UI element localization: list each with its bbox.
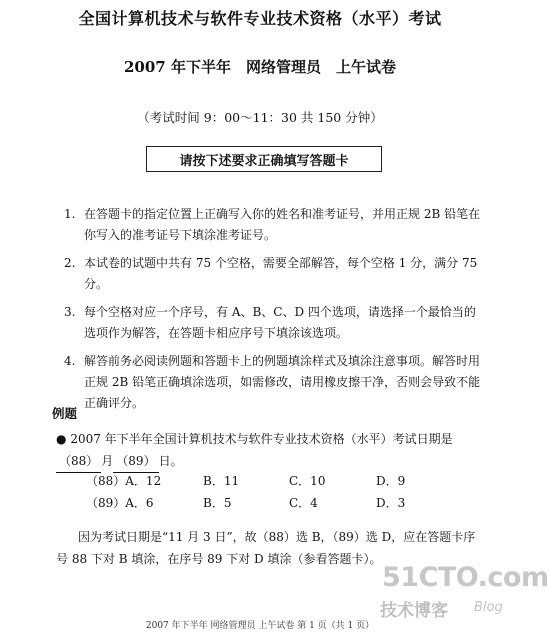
day-label: 日。 (158, 454, 183, 468)
month-label: 月 (101, 454, 114, 468)
blank-89: （89） (113, 450, 158, 473)
example-question (56, 428, 486, 473)
page-footer: 2007 年下半年 网络管理员 上午试卷 第 1 页（共 1 页） (145, 621, 375, 631)
instruction-number: 4. (64, 354, 76, 368)
watermark-site: 51CTO.com (382, 562, 549, 593)
example-question-text: 2007 年下半年全国计算机技术与软件专业技术资格（水平）考试日期是 (70, 432, 453, 446)
instructions-list (64, 204, 484, 421)
option-89-b: B．5 (203, 496, 232, 510)
option-89-c: C．4 (289, 496, 318, 510)
instruction-number: 1. (64, 207, 76, 221)
blank-88: （88） (56, 450, 101, 473)
exam-subtitle: 2007 年下半年 网络管理员 上午试卷 (124, 58, 396, 76)
watermark-blog: Blog (474, 600, 503, 615)
instruction-text: 在答题卡的指定位置上正确写入你的姓名和准考证号，并用正规 2B 铅笔在你写入的准考证号下填涂准考证号。 (84, 207, 481, 242)
watermark-tagline: 技术博客 (380, 601, 448, 621)
instruction-text: 每个空格对应一个序号，有 A、B、C、D 四个选项，请选择一个最恰当的选项作为解答，在答题卡相应序号下填涂该选项。 (84, 305, 476, 340)
option-88-c: C．10 (289, 474, 326, 488)
option-89-a: （89）A．6 (86, 496, 154, 510)
option-89-d: D．3 (376, 496, 406, 510)
instruction-text: 解答前务必阅读例题和答题卡上的例题填涂样式及填涂注意事项。解答时用正规 2B 铅笔正确填涂选项，如需修改，请用橡皮擦干净，否则会导致不能正确评分。 (84, 354, 481, 410)
instruction-text: 本试卷的试题中共有 75 个空格，需要全部解答，每个空格 1 分，满分 75 分。 (84, 256, 478, 291)
notice-text: 请按下述要求正确填写答题卡 (179, 153, 349, 169)
option-88-a: （88）A．12 (86, 474, 162, 488)
notice-box (146, 146, 382, 172)
example-heading: 例题 (52, 406, 78, 421)
example-explanation: 因为考试日期是“11 月 3 日”，故（88）选 B，（89）选 D，应在答题卡序号 88 下对 B 填涂，在序号 89 下对 D 填涂（参看答题卡）。 (56, 530, 476, 566)
exam-time: （考试时间 9：00～11：30 共 150 分钟） (137, 110, 383, 125)
instruction-item (64, 204, 484, 246)
option-88-b: B．11 (203, 474, 240, 488)
option-88-d: D．9 (376, 474, 406, 488)
instruction-item (64, 351, 484, 414)
instruction-item (64, 253, 484, 295)
instruction-item (64, 302, 484, 344)
instruction-number: 2. (64, 256, 76, 270)
bullet-icon: ● (56, 432, 67, 446)
instruction-number: 3. (64, 305, 76, 319)
exam-title: 全国计算机技术与软件专业技术资格（水平）考试 (78, 9, 442, 28)
watermark-logo (378, 560, 549, 624)
